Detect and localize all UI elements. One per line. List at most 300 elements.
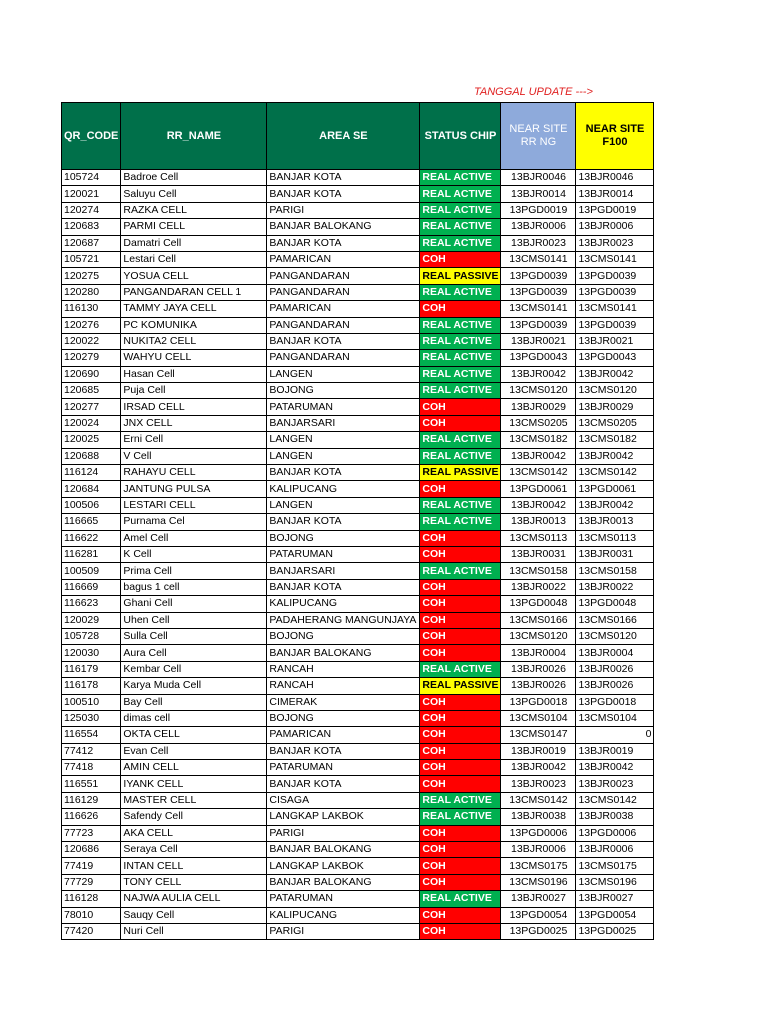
header-row: [62, 103, 654, 170]
near-site-rr-ng-cell[interactable]: 13BJR0027: [501, 891, 576, 907]
rr-name-cell[interactable]: LESTARI CELL: [121, 497, 267, 513]
near-site-f100-cell[interactable]: 13BJR0006: [576, 219, 654, 235]
near-site-f100-cell[interactable]: 13PGD0054: [576, 907, 654, 923]
near-site-f100-cell[interactable]: 13BJR0022: [576, 579, 654, 595]
near-site-f100-cell[interactable]: 13BJR0031: [576, 546, 654, 562]
qr-code-cell[interactable]: 116622: [62, 530, 121, 546]
area-se-cell[interactable]: LANGKAP LAKBOK: [267, 858, 420, 874]
near-site-rr-ng-cell[interactable]: 13BJR0022: [501, 579, 576, 595]
table-row: [62, 415, 654, 431]
area-se-cell[interactable]: PANGANDARAN: [267, 268, 420, 284]
rr-name-cell[interactable]: Bay Cell: [121, 694, 267, 710]
near-site-rr-ng-cell[interactable]: 13BJR0013: [501, 514, 576, 530]
status-chip-cell[interactable]: REAL ACTIVE: [420, 170, 501, 186]
status-chip-cell[interactable]: REAL ACTIVE: [420, 219, 501, 235]
rr-name-cell[interactable]: dimas cell: [121, 710, 267, 726]
rr-name-cell[interactable]: AMIN CELL: [121, 760, 267, 776]
status-chip-cell[interactable]: REAL ACTIVE: [420, 350, 501, 366]
qr-code-cell[interactable]: 120279: [62, 350, 121, 366]
rr-name-cell[interactable]: TONY CELL: [121, 874, 267, 890]
near-site-f100-cell[interactable]: 13BJR0014: [576, 186, 654, 202]
rr-name-cell[interactable]: Nuri Cell: [121, 923, 267, 939]
column-header-near-site-f100[interactable]: NEAR SITE F100: [576, 103, 654, 170]
rr-name-cell[interactable]: K Cell: [121, 546, 267, 562]
rr-name-cell[interactable]: PANGANDARAN CELL 1: [121, 284, 267, 300]
column-header-qr-code[interactable]: QR_CODE: [62, 103, 121, 170]
column-header-status-chip[interactable]: STATUS CHIP: [420, 103, 501, 170]
near-site-rr-ng-cell[interactable]: 13BJR0042: [501, 448, 576, 464]
rr-name-cell[interactable]: NUKITA2 CELL: [121, 333, 267, 349]
near-site-f100-cell[interactable]: 13BJR0006: [576, 842, 654, 858]
status-chip-cell[interactable]: COH: [420, 628, 501, 644]
rr-name-cell[interactable]: Amel Cell: [121, 530, 267, 546]
qr-code-cell[interactable]: 120274: [62, 202, 121, 218]
qr-code-cell[interactable]: 116281: [62, 546, 121, 562]
near-site-rr-ng-cell[interactable]: 13CMS0158: [501, 563, 576, 579]
near-site-rr-ng-cell[interactable]: 13CMS0196: [501, 874, 576, 890]
near-site-rr-ng-cell[interactable]: 13BJR0014: [501, 186, 576, 202]
status-chip-cell[interactable]: REAL ACTIVE: [420, 383, 501, 399]
status-chip-cell[interactable]: REAL ACTIVE: [420, 514, 501, 530]
area-se-cell[interactable]: PANGANDARAN: [267, 284, 420, 300]
area-se-cell[interactable]: LANGEN: [267, 448, 420, 464]
near-site-rr-ng-cell[interactable]: 13CMS0205: [501, 415, 576, 431]
table-row: [62, 596, 654, 612]
status-chip-cell[interactable]: REAL PASSIVE: [420, 465, 501, 481]
column-header-area-se[interactable]: AREA SE: [267, 103, 420, 170]
near-site-rr-ng-cell[interactable]: 13CMS0141: [501, 251, 576, 267]
near-site-f100-cell[interactable]: 13BJR0023: [576, 776, 654, 792]
status-chip-cell[interactable]: COH: [420, 776, 501, 792]
table-row: [62, 743, 654, 759]
area-se-cell[interactable]: CIMERAK: [267, 694, 420, 710]
qr-code-cell[interactable]: 120683: [62, 219, 121, 235]
qr-code-cell[interactable]: 77412: [62, 743, 121, 759]
rr-name-cell[interactable]: Seraya Cell: [121, 842, 267, 858]
status-chip-cell[interactable]: COH: [420, 645, 501, 661]
area-se-cell[interactable]: PADAHERANG MANGUNJAYA: [267, 612, 420, 628]
qr-code-cell[interactable]: 116551: [62, 776, 121, 792]
qr-code-cell[interactable]: 120687: [62, 235, 121, 251]
table-row: [62, 760, 654, 776]
qr-code-cell[interactable]: 100509: [62, 563, 121, 579]
rr-name-cell[interactable]: Safendy Cell: [121, 809, 267, 825]
qr-code-cell[interactable]: 105728: [62, 628, 121, 644]
status-chip-cell[interactable]: REAL PASSIVE: [420, 678, 501, 694]
area-se-cell[interactable]: PARIGI: [267, 923, 420, 939]
near-site-f100-cell[interactable]: 13BJR0038: [576, 809, 654, 825]
near-site-rr-ng-cell[interactable]: 13BJR0031: [501, 546, 576, 562]
area-se-cell[interactable]: LANGEN: [267, 366, 420, 382]
status-chip-cell[interactable]: REAL ACTIVE: [420, 317, 501, 333]
near-site-f100-cell[interactable]: 13BJR0042: [576, 366, 654, 382]
status-chip-cell[interactable]: COH: [420, 907, 501, 923]
rr-name-cell[interactable]: Aura Cell: [121, 645, 267, 661]
near-site-f100-cell[interactable]: 13PGD0043: [576, 350, 654, 366]
area-se-cell[interactable]: BANJARSARI: [267, 563, 420, 579]
rr-name-cell[interactable]: Evan Cell: [121, 743, 267, 759]
rr-name-cell[interactable]: Puja Cell: [121, 383, 267, 399]
near-site-rr-ng-cell[interactable]: 13PGD0061: [501, 481, 576, 497]
rr-name-cell[interactable]: JNX CELL: [121, 415, 267, 431]
near-site-f100-cell[interactable]: 13PGD0006: [576, 825, 654, 841]
table-row: [62, 366, 654, 382]
area-se-cell[interactable]: BANJAR KOTA: [267, 776, 420, 792]
near-site-rr-ng-cell[interactable]: 13CMS0141: [501, 301, 576, 317]
near-site-rr-ng-cell[interactable]: 13CMS0175: [501, 858, 576, 874]
rr-name-cell[interactable]: Uhen Cell: [121, 612, 267, 628]
qr-code-cell[interactable]: 120022: [62, 333, 121, 349]
near-site-f100-cell[interactable]: 13CMS0196: [576, 874, 654, 890]
status-chip-cell[interactable]: COH: [420, 710, 501, 726]
area-se-cell[interactable]: PANGANDARAN: [267, 317, 420, 333]
near-site-f100-cell[interactable]: 13PGD0061: [576, 481, 654, 497]
area-se-cell[interactable]: BANJAR KOTA: [267, 333, 420, 349]
rr-name-cell[interactable]: Damatri Cell: [121, 235, 267, 251]
status-chip-cell[interactable]: REAL ACTIVE: [420, 333, 501, 349]
qr-code-cell[interactable]: 120275: [62, 268, 121, 284]
area-se-cell[interactable]: BOJONG: [267, 530, 420, 546]
near-site-rr-ng-cell[interactable]: 13PGD0048: [501, 596, 576, 612]
status-chip-cell[interactable]: COH: [420, 612, 501, 628]
near-site-rr-ng-cell[interactable]: 13BJR0038: [501, 809, 576, 825]
near-site-rr-ng-cell[interactable]: 13BJR0006: [501, 842, 576, 858]
table-row: [62, 776, 654, 792]
status-chip-cell[interactable]: COH: [420, 743, 501, 759]
area-se-cell[interactable]: BOJONG: [267, 710, 420, 726]
near-site-f100-cell[interactable]: 13BJR0029: [576, 399, 654, 415]
rr-name-cell[interactable]: Erni Cell: [121, 432, 267, 448]
near-site-rr-ng-cell[interactable]: 13CMS0142: [501, 792, 576, 808]
near-site-f100-cell[interactable]: 13PGD0039: [576, 268, 654, 284]
near-site-rr-ng-cell[interactable]: 13PGD0054: [501, 907, 576, 923]
near-site-rr-ng-cell[interactable]: 13CMS0147: [501, 727, 576, 743]
near-site-rr-ng-cell[interactable]: 13BJR0042: [501, 760, 576, 776]
rr-name-cell[interactable]: AKA CELL: [121, 825, 267, 841]
rr-name-cell[interactable]: INTAN CELL: [121, 858, 267, 874]
near-site-f100-cell[interactable]: 13BJR0042: [576, 448, 654, 464]
near-site-rr-ng-cell[interactable]: 13BJR0046: [501, 170, 576, 186]
near-site-rr-ng-cell[interactable]: 13BJR0023: [501, 776, 576, 792]
status-chip-cell[interactable]: COH: [420, 727, 501, 743]
near-site-f100-cell[interactable]: 13CMS0158: [576, 563, 654, 579]
near-site-f100-cell[interactable]: 13BJR0027: [576, 891, 654, 907]
area-se-cell[interactable]: BANJAR BALOKANG: [267, 874, 420, 890]
area-se-cell[interactable]: RANCAH: [267, 678, 420, 694]
near-site-f100-cell[interactable]: 13BJR0019: [576, 743, 654, 759]
status-chip-cell[interactable]: REAL ACTIVE: [420, 432, 501, 448]
qr-code-cell[interactable]: 116124: [62, 465, 121, 481]
status-chip-cell[interactable]: COH: [420, 842, 501, 858]
near-site-f100-cell[interactable]: 13PGD0025: [576, 923, 654, 939]
qr-code-cell[interactable]: 120277: [62, 399, 121, 415]
near-site-rr-ng-cell[interactable]: 13BJR0023: [501, 235, 576, 251]
status-chip-cell[interactable]: REAL ACTIVE: [420, 235, 501, 251]
rr-name-cell[interactable]: IRSAD CELL: [121, 399, 267, 415]
near-site-f100-cell[interactable]: 13BJR0004: [576, 645, 654, 661]
qr-code-cell[interactable]: 77419: [62, 858, 121, 874]
area-se-cell[interactable]: BANJAR KOTA: [267, 514, 420, 530]
qr-code-cell[interactable]: 120690: [62, 366, 121, 382]
qr-code-cell[interactable]: 77729: [62, 874, 121, 890]
near-site-f100-cell[interactable]: 13BJR0042: [576, 497, 654, 513]
status-chip-cell[interactable]: COH: [420, 858, 501, 874]
near-site-f100-cell[interactable]: 13CMS0141: [576, 301, 654, 317]
qr-code-cell[interactable]: 116626: [62, 809, 121, 825]
status-chip-cell[interactable]: COH: [420, 251, 501, 267]
near-site-rr-ng-cell[interactable]: 13CMS0104: [501, 710, 576, 726]
rr-name-cell[interactable]: YOSUA CELL: [121, 268, 267, 284]
column-header-rr-name[interactable]: RR_NAME: [121, 103, 267, 170]
area-se-cell[interactable]: BANJAR KOTA: [267, 170, 420, 186]
rr-name-cell[interactable]: IYANK CELL: [121, 776, 267, 792]
qr-code-cell[interactable]: 120029: [62, 612, 121, 628]
status-chip-cell[interactable]: COH: [420, 301, 501, 317]
qr-code-cell[interactable]: 116623: [62, 596, 121, 612]
area-se-cell[interactable]: PARIGI: [267, 202, 420, 218]
qr-code-cell[interactable]: 116669: [62, 579, 121, 595]
area-se-cell[interactable]: CISAGA: [267, 792, 420, 808]
table-row: [62, 727, 654, 743]
status-chip-cell[interactable]: COH: [420, 874, 501, 890]
qr-code-cell[interactable]: 105724: [62, 170, 121, 186]
status-chip-cell[interactable]: REAL ACTIVE: [420, 284, 501, 300]
near-site-f100-cell[interactable]: 13PGD0018: [576, 694, 654, 710]
near-site-f100-cell[interactable]: 13BJR0023: [576, 235, 654, 251]
near-site-f100-cell[interactable]: 13CMS0104: [576, 710, 654, 726]
qr-code-cell[interactable]: 78010: [62, 907, 121, 923]
qr-code-cell[interactable]: 116128: [62, 891, 121, 907]
area-se-cell[interactable]: PANGANDARAN: [267, 350, 420, 366]
status-chip-cell[interactable]: REAL ACTIVE: [420, 202, 501, 218]
near-site-f100-cell[interactable]: 13BJR0013: [576, 514, 654, 530]
status-chip-cell[interactable]: REAL PASSIVE: [420, 268, 501, 284]
qr-code-cell[interactable]: 120685: [62, 383, 121, 399]
status-chip-cell[interactable]: COH: [420, 579, 501, 595]
near-site-f100-cell[interactable]: 13BJR0026: [576, 661, 654, 677]
near-site-f100-cell[interactable]: 13PGD0048: [576, 596, 654, 612]
near-site-rr-ng-cell[interactable]: 13BJR0042: [501, 497, 576, 513]
rr-name-cell[interactable]: OKTA CELL: [121, 727, 267, 743]
area-se-cell[interactable]: BANJAR KOTA: [267, 465, 420, 481]
status-chip-cell[interactable]: REAL ACTIVE: [420, 366, 501, 382]
area-se-cell[interactable]: BANJAR KOTA: [267, 743, 420, 759]
near-site-rr-ng-cell[interactable]: 13BJR0021: [501, 333, 576, 349]
area-se-cell[interactable]: BANJAR BALOKANG: [267, 219, 420, 235]
rr-name-cell[interactable]: Ghani Cell: [121, 596, 267, 612]
status-chip-cell[interactable]: COH: [420, 596, 501, 612]
near-site-rr-ng-cell[interactable]: 13CMS0166: [501, 612, 576, 628]
near-site-rr-ng-cell[interactable]: 13CMS0120: [501, 383, 576, 399]
status-chip-cell[interactable]: COH: [420, 415, 501, 431]
status-chip-cell[interactable]: COH: [420, 546, 501, 562]
area-se-cell[interactable]: BANJAR BALOKANG: [267, 645, 420, 661]
rr-name-cell[interactable]: RAZKA CELL: [121, 202, 267, 218]
rr-name-cell[interactable]: Hasan Cell: [121, 366, 267, 382]
near-site-rr-ng-cell[interactable]: 13PGD0039: [501, 317, 576, 333]
near-site-rr-ng-cell[interactable]: 13BJR0042: [501, 366, 576, 382]
qr-code-cell[interactable]: 77723: [62, 825, 121, 841]
near-site-rr-ng-cell[interactable]: 13PGD0039: [501, 284, 576, 300]
area-se-cell[interactable]: LANGEN: [267, 497, 420, 513]
near-site-rr-ng-cell[interactable]: 13BJR0019: [501, 743, 576, 759]
status-chip-cell[interactable]: COH: [420, 923, 501, 939]
near-site-rr-ng-cell[interactable]: 13PGD0043: [501, 350, 576, 366]
near-site-rr-ng-cell[interactable]: 13PGD0006: [501, 825, 576, 841]
area-se-cell[interactable]: PATARUMAN: [267, 546, 420, 562]
area-se-cell[interactable]: PAMARICAN: [267, 727, 420, 743]
qr-code-cell[interactable]: 120684: [62, 481, 121, 497]
rr-name-cell[interactable]: Sauqy Cell: [121, 907, 267, 923]
status-chip-cell[interactable]: REAL ACTIVE: [420, 563, 501, 579]
near-site-rr-ng-cell[interactable]: 13PGD0019: [501, 202, 576, 218]
rr-name-cell[interactable]: Badroe Cell: [121, 170, 267, 186]
rr-name-cell[interactable]: V Cell: [121, 448, 267, 464]
status-chip-cell[interactable]: REAL ACTIVE: [420, 792, 501, 808]
status-chip-cell[interactable]: COH: [420, 694, 501, 710]
qr-code-cell[interactable]: 116554: [62, 727, 121, 743]
area-se-cell[interactable]: PARIGI: [267, 825, 420, 841]
qr-code-cell[interactable]: 77420: [62, 923, 121, 939]
area-se-cell[interactable]: LANGEN: [267, 432, 420, 448]
qr-code-cell[interactable]: 116178: [62, 678, 121, 694]
near-site-f100-cell[interactable]: 13CMS0142: [576, 792, 654, 808]
area-se-cell[interactable]: LANGKAP LAKBOK: [267, 809, 420, 825]
data-table: [61, 102, 654, 940]
rr-name-cell[interactable]: bagus 1 cell: [121, 579, 267, 595]
rr-name-cell[interactable]: PARMI CELL: [121, 219, 267, 235]
near-site-rr-ng-cell[interactable]: 13PGD0039: [501, 268, 576, 284]
near-site-f100-cell[interactable]: 13CMS0113: [576, 530, 654, 546]
qr-code-cell[interactable]: 116179: [62, 661, 121, 677]
near-site-f100-cell[interactable]: 13CMS0120: [576, 383, 654, 399]
near-site-f100-cell[interactable]: 13CMS0175: [576, 858, 654, 874]
rr-name-cell[interactable]: Lestari Cell: [121, 251, 267, 267]
near-site-rr-ng-cell[interactable]: 13BJR0026: [501, 678, 576, 694]
near-site-rr-ng-cell[interactable]: 13CMS0113: [501, 530, 576, 546]
rr-name-cell[interactable]: JANTUNG PULSA: [121, 481, 267, 497]
area-se-cell[interactable]: BANJAR BALOKANG: [267, 842, 420, 858]
table-row: [62, 530, 654, 546]
qr-code-cell[interactable]: 100506: [62, 497, 121, 513]
near-site-f100-cell[interactable]: 13BJR0046: [576, 170, 654, 186]
status-chip-cell[interactable]: REAL ACTIVE: [420, 661, 501, 677]
near-site-f100-cell[interactable]: 13CMS0182: [576, 432, 654, 448]
area-se-cell[interactable]: BANJAR KOTA: [267, 235, 420, 251]
area-se-cell[interactable]: PATARUMAN: [267, 399, 420, 415]
area-se-cell[interactable]: PAMARICAN: [267, 251, 420, 267]
qr-code-cell[interactable]: 120030: [62, 645, 121, 661]
near-site-f100-cell[interactable]: 0: [576, 727, 654, 743]
near-site-rr-ng-cell[interactable]: 13BJR0026: [501, 661, 576, 677]
near-site-f100-cell[interactable]: 13BJR0026: [576, 678, 654, 694]
rr-name-cell[interactable]: RAHAYU CELL: [121, 465, 267, 481]
rr-name-cell[interactable]: NAJWA AULIA CELL: [121, 891, 267, 907]
qr-code-cell[interactable]: 100510: [62, 694, 121, 710]
status-chip-cell[interactable]: COH: [420, 760, 501, 776]
near-site-rr-ng-cell[interactable]: 13BJR0029: [501, 399, 576, 415]
near-site-f100-cell[interactable]: 13CMS0142: [576, 465, 654, 481]
status-chip-cell[interactable]: COH: [420, 399, 501, 415]
qr-code-cell[interactable]: 116665: [62, 514, 121, 530]
near-site-rr-ng-cell[interactable]: 13BJR0006: [501, 219, 576, 235]
near-site-rr-ng-cell[interactable]: 13CMS0182: [501, 432, 576, 448]
area-se-cell[interactable]: BANJAR KOTA: [267, 186, 420, 202]
area-se-cell[interactable]: BOJONG: [267, 383, 420, 399]
rr-name-cell[interactable]: Saluyu Cell: [121, 186, 267, 202]
near-site-rr-ng-cell[interactable]: 13BJR0004: [501, 645, 576, 661]
area-se-cell[interactable]: BANJARSARI: [267, 415, 420, 431]
qr-code-cell[interactable]: 116129: [62, 792, 121, 808]
rr-name-cell[interactable]: Karya Muda Cell: [121, 678, 267, 694]
qr-code-cell[interactable]: 120276: [62, 317, 121, 333]
near-site-f100-cell[interactable]: 13BJR0042: [576, 760, 654, 776]
rr-name-cell[interactable]: Purnama Cel: [121, 514, 267, 530]
qr-code-cell[interactable]: 125030: [62, 710, 121, 726]
near-site-f100-cell[interactable]: 13BJR0021: [576, 333, 654, 349]
area-se-cell[interactable]: BOJONG: [267, 628, 420, 644]
qr-code-cell[interactable]: 120686: [62, 842, 121, 858]
status-chip-cell[interactable]: COH: [420, 825, 501, 841]
qr-code-cell[interactable]: 120024: [62, 415, 121, 431]
area-se-cell[interactable]: KALIPUCANG: [267, 907, 420, 923]
qr-code-cell[interactable]: 116130: [62, 301, 121, 317]
qr-code-cell[interactable]: 105721: [62, 251, 121, 267]
status-chip-cell[interactable]: REAL ACTIVE: [420, 497, 501, 513]
near-site-rr-ng-cell[interactable]: 13CMS0142: [501, 465, 576, 481]
near-site-rr-ng-cell[interactable]: 13PGD0018: [501, 694, 576, 710]
area-se-cell[interactable]: RANCAH: [267, 661, 420, 677]
area-se-cell[interactable]: PATARUMAN: [267, 891, 420, 907]
near-site-f100-cell[interactable]: 13CMS0166: [576, 612, 654, 628]
status-chip-cell[interactable]: COH: [420, 530, 501, 546]
rr-name-cell[interactable]: WAHYU CELL: [121, 350, 267, 366]
status-chip-cell[interactable]: REAL ACTIVE: [420, 809, 501, 825]
near-site-f100-cell[interactable]: 13PGD0039: [576, 284, 654, 300]
status-chip-cell[interactable]: COH: [420, 481, 501, 497]
status-chip-cell[interactable]: REAL ACTIVE: [420, 448, 501, 464]
table-row: [62, 825, 654, 841]
area-se-cell[interactable]: KALIPUCANG: [267, 481, 420, 497]
status-chip-cell[interactable]: REAL ACTIVE: [420, 186, 501, 202]
area-se-cell[interactable]: KALIPUCANG: [267, 596, 420, 612]
qr-code-cell[interactable]: 120025: [62, 432, 121, 448]
qr-code-cell[interactable]: 120280: [62, 284, 121, 300]
rr-name-cell[interactable]: MASTER CELL: [121, 792, 267, 808]
area-se-cell[interactable]: PATARUMAN: [267, 760, 420, 776]
rr-name-cell[interactable]: Prima Cell: [121, 563, 267, 579]
near-site-f100-cell[interactable]: 13CMS0141: [576, 251, 654, 267]
rr-name-cell[interactable]: Sulla Cell: [121, 628, 267, 644]
status-chip-cell[interactable]: REAL ACTIVE: [420, 891, 501, 907]
near-site-f100-cell[interactable]: 13CMS0205: [576, 415, 654, 431]
near-site-f100-cell[interactable]: 13CMS0120: [576, 628, 654, 644]
near-site-rr-ng-cell[interactable]: 13CMS0120: [501, 628, 576, 644]
qr-code-cell[interactable]: 77418: [62, 760, 121, 776]
near-site-f100-cell[interactable]: 13PGD0019: [576, 202, 654, 218]
area-se-cell[interactable]: BANJAR KOTA: [267, 579, 420, 595]
table-row: [62, 235, 654, 251]
near-site-rr-ng-cell[interactable]: 13PGD0025: [501, 923, 576, 939]
column-header-near-site-rr-ng[interactable]: NEAR SITE RR NG: [501, 103, 576, 170]
rr-name-cell[interactable]: PC KOMUNIKA: [121, 317, 267, 333]
near-site-f100-cell[interactable]: 13PGD0039: [576, 317, 654, 333]
rr-name-cell[interactable]: Kembar Cell: [121, 661, 267, 677]
rr-name-cell[interactable]: TAMMY JAYA CELL: [121, 301, 267, 317]
qr-code-cell[interactable]: 120688: [62, 448, 121, 464]
qr-code-cell[interactable]: 120021: [62, 186, 121, 202]
area-se-cell[interactable]: PAMARICAN: [267, 301, 420, 317]
